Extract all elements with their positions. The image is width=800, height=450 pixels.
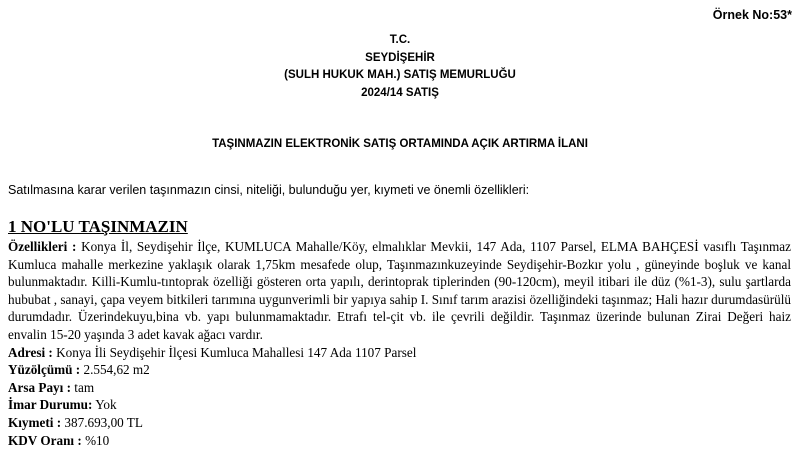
header-office: (SULH HUKUK MAH.) SATIŞ MEMURLUĞU xyxy=(284,69,516,81)
property-details xyxy=(8,238,791,449)
value-label: Kıymeti : xyxy=(8,414,62,430)
land-share-value: tam xyxy=(74,379,95,395)
area-label: Yüzölçümü : xyxy=(8,362,81,378)
vat-row xyxy=(8,432,791,450)
value-amount: 387.693,00 TL xyxy=(64,414,143,430)
intro-text: Satılmasına karar verilen taşınmazın cinsi, niteliği, bulunduğu yer, kıymeti ve önemli özellikleri: xyxy=(8,183,530,197)
area-row xyxy=(8,361,791,379)
value-row xyxy=(8,414,791,432)
address-label: Adresi : xyxy=(8,344,53,360)
announcement-title: TAŞINMAZIN ELEKTRONİK SATIŞ ORTAMINDA AÇIK ARTIRMA İLANI xyxy=(212,138,588,150)
header-tc: T.C. xyxy=(389,34,411,46)
area-value: 2.554,62 m2 xyxy=(83,362,150,378)
features-label: Özellikleri : xyxy=(8,239,77,254)
address-value: Konya İli Seydişehir İlçesi Kumluca Mahallesi 147 Ada 1107 Parsel xyxy=(56,344,417,360)
header-city: SEYDİŞEHİR xyxy=(365,51,435,64)
vat-value: %10 xyxy=(85,432,110,448)
zoning-value: Yok xyxy=(95,397,117,413)
address-row xyxy=(8,344,791,362)
zoning-label: İmar Durumu: xyxy=(8,397,93,413)
property-heading: 1 NO'LU TAŞINMAZIN xyxy=(8,217,188,236)
document-header xyxy=(0,32,800,102)
ornek-number: Örnek No:53* xyxy=(712,8,792,22)
land-share-row xyxy=(8,379,791,397)
vat-label: KDV Oranı : xyxy=(8,432,82,448)
zoning-row xyxy=(8,396,791,414)
features-paragraph xyxy=(8,238,791,344)
features-text: Konya İl, Seydişehir İlçe, KUMLUCA Mahalle/Köy, elmalıklar Mevkii, 147 Ada, 1107 Parsel, ELMA BAHÇESİ vasıflı Taşınmaz Kumluca mahalle merkezine yaklaşık olarak 1,75km mesafede olup, Taşınmazınkuzeyinde Seydişehir-Bozkır yolu , güneyinde boşluk ve kanal bulunmaktadır. Killi-Kumlu-tıntoprak özelliği gösteren orta yapılı, derintoprak tiplerinden (90-120cm), meyil itibari ile düz (%1-3), sulu şartlarda hububat , sanayi, çapa veyem bitkileri tarımına uygunverimli bir yapıya sahip I. Sınıf tarım arazisi özelliğindeki taşınmaz; Hali hazır durumdasürülü durumdadır. Üzerindekuyu,bina vb. yapı bulunmamaktadır. Etrafı tel-çit vb. ile çevrili değildir. Taşınmaz üzerinde bulunan Zirai Değeri haiz envalin 15-20 yaşında 3 adet kavak ağacı vardır. xyxy=(8,239,792,342)
land-share-label: Arsa Payı : xyxy=(8,379,71,395)
header-file-number: 2024/14 SATIŞ xyxy=(361,86,439,99)
